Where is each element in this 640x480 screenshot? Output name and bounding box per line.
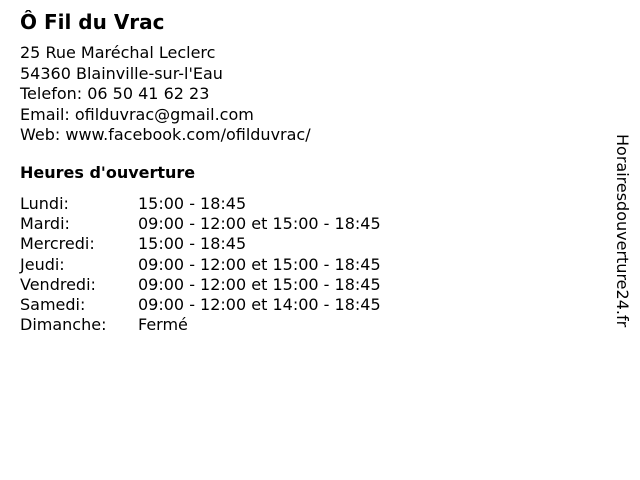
contact-block [20,43,311,146]
business-name: Ô Fil du Vrac [20,10,165,34]
day-label: Mardi: [20,214,70,234]
day-label: Lundi: [20,194,69,213]
time-range: 15:00 - 18:45 [138,194,247,213]
site-watermark: Horairesdouverture24.fr [613,134,632,328]
time-range: 09:00 - 12:00 et 15:00 - 18:45 [138,274,381,294]
day-label: Samedi: [20,294,86,314]
day-label: Mercredi: [20,234,95,254]
watermark-container [612,134,634,374]
day-label: Jeudi: [20,254,65,274]
address-line-1: 25 Rue Maréchal Leclerc [20,43,216,62]
email-text: Email: ofilduvrac@gmail.com [20,104,254,124]
time-range: 09:00 - 12:00 et 14:00 - 18:45 [138,294,381,314]
time-range: Fermé [138,315,188,335]
time-range: 09:00 - 12:00 et 15:00 - 18:45 [138,214,381,234]
hours-heading: Heures d'ouverture [20,163,196,182]
day-label: Vendredi: [20,274,96,294]
address-line-2: 54360 Blainville-sur-l'Eau [20,63,223,83]
day-label: Dimanche: [20,315,107,335]
time-range: 09:00 - 12:00 et 15:00 - 18:45 [138,254,381,274]
web-text: Web: www.facebook.com/ofilduvrac/ [20,125,311,144]
phone-text: Telefon: 06 50 41 62 23 [20,84,210,103]
time-range: 15:00 - 18:45 [138,234,247,254]
